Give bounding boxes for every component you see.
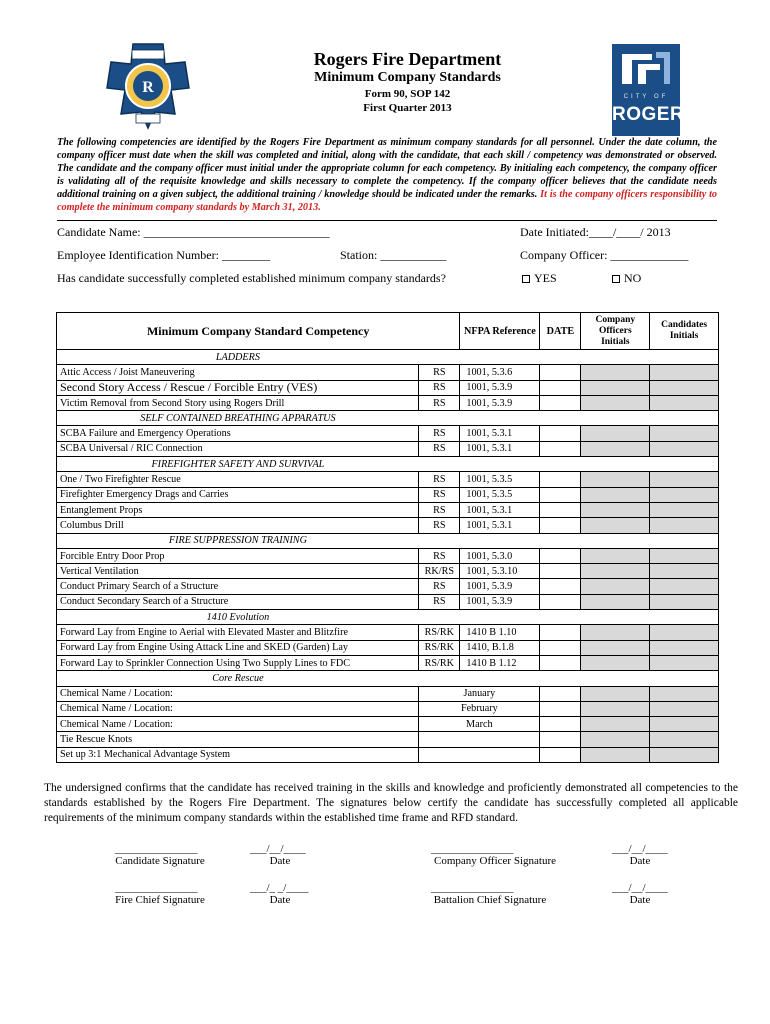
date-cell[interactable] <box>540 732 581 747</box>
section-filler <box>419 533 719 548</box>
officer-initials-cell[interactable] <box>581 594 650 609</box>
candidate-initials-cell[interactable] <box>650 395 719 410</box>
competency-name: Attic Access / Joist Maneuvering <box>57 365 419 380</box>
candidate-initials-cell[interactable] <box>650 518 719 533</box>
candidate-initials-cell[interactable] <box>650 487 719 502</box>
yes-checkbox[interactable] <box>522 271 557 286</box>
competency-name: Forward Lay from Engine Using Attack Line and SKED (Garden) Lay <box>57 640 419 655</box>
category-code: RS <box>419 487 460 502</box>
battalion-date-line[interactable]: ___/__/____ <box>612 882 668 894</box>
svg-text:R: R <box>142 79 154 96</box>
candidate-initials-cell[interactable] <box>650 655 719 670</box>
date-cell[interactable] <box>540 717 581 732</box>
competency-name: Victim Removal from Second Story using Rogers Drill <box>57 395 419 410</box>
category-code: RS <box>419 395 460 410</box>
month-cell <box>419 747 540 762</box>
competency-name: Entanglement Props <box>57 502 419 517</box>
officer-initials-cell[interactable] <box>581 395 650 410</box>
category-code: RS/RK <box>419 625 460 640</box>
section-title: SELF CONTAINED BREATHING APPARATUS <box>57 411 419 426</box>
department-title: Rogers Fire Department <box>313 49 502 69</box>
competency-name: Second Story Access / Rescue / Forcible Entry (VES) <box>57 380 419 395</box>
date-cell[interactable] <box>540 594 581 609</box>
section-title: 1410 Evolution <box>57 610 419 625</box>
section-title: Core Rescue <box>57 671 419 686</box>
category-code: RS <box>419 579 460 594</box>
nfpa-reference: 1001, 5.3.5 <box>460 487 540 502</box>
category-code: RS <box>419 441 460 456</box>
officer-initials-cell[interactable] <box>581 579 650 594</box>
competency-name: One / Two Firefighter Rescue <box>57 472 419 487</box>
section-row <box>57 610 719 625</box>
section-row <box>57 411 719 426</box>
officer-initials-cell[interactable] <box>581 701 650 716</box>
officer-initials-cell[interactable] <box>581 518 650 533</box>
date-cell[interactable] <box>540 502 581 517</box>
candidate-initials-cell[interactable] <box>650 747 719 762</box>
candidate-name-field[interactable]: Candidate Name: _______________________________ <box>57 225 330 239</box>
candidate-initials-cell[interactable] <box>650 472 719 487</box>
battalion-signature-label: Battalion Chief Signature <box>433 894 547 906</box>
form-subtitle: Minimum Company Standards <box>314 70 501 85</box>
candidate-initials-cell[interactable] <box>650 640 719 655</box>
quarter-label: First Quarter 2013 <box>363 102 452 114</box>
date-cell[interactable] <box>540 625 581 640</box>
date-initiated-field[interactable]: Date Initiated:____/____/ 2013 <box>520 225 671 239</box>
table-row <box>57 502 719 517</box>
competency-name: SCBA Failure and Emergency Operations <box>57 426 419 441</box>
category-code: RS <box>419 472 460 487</box>
header-candidate-initials: Candidates Initials <box>650 313 719 350</box>
table-row <box>57 594 719 609</box>
table-row <box>57 380 719 395</box>
nfpa-reference: 1001, 5.3.1 <box>460 502 540 517</box>
logo-city-text: CITY OF <box>623 94 669 100</box>
candidate-date-label: Date <box>269 855 291 867</box>
chief-date-line[interactable]: ___/_ _/____ <box>250 882 309 894</box>
nfpa-reference: 1001, 5.3.9 <box>460 380 540 395</box>
section-row <box>57 671 719 686</box>
date-cell[interactable] <box>540 564 581 579</box>
nfpa-reference: 1001, 5.3.0 <box>460 548 540 563</box>
table-row <box>57 518 719 533</box>
competency-name: Conduct Secondary Search of a Structure <box>57 594 419 609</box>
logo-brand-text: ROGERS <box>612 104 698 125</box>
section-row <box>57 533 719 548</box>
candidate-initials-cell[interactable] <box>650 625 719 640</box>
section-filler <box>419 457 719 472</box>
category-code: RK/RS <box>419 564 460 579</box>
yes-label: YES <box>534 271 557 285</box>
month-cell: January <box>419 686 540 701</box>
station-field[interactable]: Station: ___________ <box>340 248 447 262</box>
officer-initials-cell[interactable] <box>581 487 650 502</box>
competency-name: Chemical Name / Location: <box>57 701 419 716</box>
candidate-initials-cell[interactable] <box>650 380 719 395</box>
officer-initials-cell[interactable] <box>581 441 650 456</box>
officer-signature-label: Company Officer Signature <box>434 855 556 867</box>
date-cell[interactable] <box>540 640 581 655</box>
table-row <box>57 701 719 716</box>
candidate-initials-cell[interactable] <box>650 701 719 716</box>
section-title: FIRE SUPPRESSION TRAINING <box>57 533 419 548</box>
battalion-date-label: Date <box>629 894 651 906</box>
battalion-signature-line[interactable]: _______________ <box>431 882 514 894</box>
chief-signature-label: Fire Chief Signature <box>115 894 205 906</box>
table-row <box>57 732 719 747</box>
candidate-initials-cell[interactable] <box>650 548 719 563</box>
table-row <box>57 625 719 640</box>
section-filler <box>419 411 719 426</box>
competency-name: Forward Lay from Engine to Aerial with Elevated Master and Blitzfire <box>57 625 419 640</box>
candidate-initials-cell[interactable] <box>650 594 719 609</box>
month-cell: February <box>419 701 540 716</box>
table-row <box>57 548 719 563</box>
officer-initials-cell[interactable] <box>581 655 650 670</box>
category-code: RS/RK <box>419 655 460 670</box>
competency-name: Tie Rescue Knots <box>57 732 419 747</box>
table-row <box>57 686 719 701</box>
candidate-signature-label: Candidate Signature <box>115 855 205 867</box>
city-of-rogers-logo <box>612 44 698 136</box>
category-code: RS/RK <box>419 640 460 655</box>
candidate-initials-cell[interactable] <box>650 579 719 594</box>
table-row <box>57 441 719 456</box>
nfpa-reference: 1001, 5.3.10 <box>460 564 540 579</box>
officer-initials-cell[interactable] <box>581 472 650 487</box>
officer-initials-cell[interactable] <box>581 717 650 732</box>
nfpa-reference: 1001, 5.3.9 <box>460 579 540 594</box>
competency-name: Columbus Drill <box>57 518 419 533</box>
officer-initials-cell[interactable] <box>581 548 650 563</box>
date-cell[interactable] <box>540 441 581 456</box>
officer-initials-cell[interactable] <box>581 732 650 747</box>
nfpa-reference: 1001, 5.3.1 <box>460 426 540 441</box>
category-code: RS <box>419 380 460 395</box>
company-officer-field[interactable]: Company Officer: _____________ <box>520 248 689 262</box>
no-label: NO <box>624 271 642 285</box>
nfpa-reference: 1001, 5.3.6 <box>460 365 540 380</box>
header-competency: Minimum Company Standard Competency <box>57 313 460 350</box>
competency-name: SCBA Universal / RIC Connection <box>57 441 419 456</box>
header-officer-initials: Company Officers Initials <box>581 313 650 350</box>
employee-id-field[interactable]: Employee Identification Number: ________ <box>57 248 270 262</box>
date-cell[interactable] <box>540 472 581 487</box>
chief-date-label: Date <box>269 894 291 906</box>
section-filler <box>419 671 719 686</box>
officer-initials-cell[interactable] <box>581 365 650 380</box>
officer-date-label: Date <box>629 855 651 867</box>
date-cell[interactable] <box>540 365 581 380</box>
candidate-initials-cell[interactable] <box>650 564 719 579</box>
officer-initials-cell[interactable] <box>581 747 650 762</box>
candidate-initials-cell[interactable] <box>650 365 719 380</box>
intro-deadline: It is the company officers responsibility to complete the minimum company standards by March 31, 2013. <box>57 189 718 214</box>
officer-initials-cell[interactable] <box>581 625 650 640</box>
officer-initials-cell[interactable] <box>581 380 650 395</box>
section-row <box>57 457 719 472</box>
competency-name: Chemical Name / Location: <box>57 717 419 732</box>
section-filler <box>419 350 719 365</box>
date-cell[interactable] <box>540 655 581 670</box>
table-row <box>57 655 719 670</box>
checkbox-icon <box>612 275 620 283</box>
competency-name: Conduct Primary Search of a Structure <box>57 579 419 594</box>
candidate-initials-cell[interactable] <box>650 686 719 701</box>
chief-signature-line[interactable]: _______________ <box>115 882 198 894</box>
competency-name: Firefighter Emergency Drags and Carries <box>57 487 419 502</box>
month-cell: March <box>419 717 540 732</box>
competency-name: Chemical Name / Location: <box>57 686 419 701</box>
nfpa-reference: 1001, 5.3.1 <box>460 518 540 533</box>
officer-date-line[interactable]: ___/__/____ <box>612 843 668 855</box>
nfpa-reference: 1001, 5.3.9 <box>460 395 540 410</box>
candidate-initials-cell[interactable] <box>650 717 719 732</box>
category-code: RS <box>419 426 460 441</box>
candidate-initials-cell[interactable] <box>650 426 719 441</box>
officer-initials-cell[interactable] <box>581 502 650 517</box>
category-code: RS <box>419 365 460 380</box>
officer-initials-cell[interactable] <box>581 640 650 655</box>
section-filler <box>419 610 719 625</box>
table-row <box>57 487 719 502</box>
date-cell[interactable] <box>540 548 581 563</box>
header-date: DATE <box>540 313 581 350</box>
competency-name: Set up 3:1 Mechanical Advantage System <box>57 747 419 762</box>
category-code: RS <box>419 548 460 563</box>
form-number: Form 90, SOP 142 <box>364 88 451 100</box>
table-header-row <box>57 313 719 350</box>
date-cell[interactable] <box>540 426 581 441</box>
candidate-date-line[interactable]: ___/__/____ <box>250 843 306 855</box>
table-row <box>57 365 719 380</box>
section-title: LADDERS <box>57 350 419 365</box>
competency-name: Forward Lay to Sprinkler Connection Using Two Supply Lines to FDC <box>57 655 419 670</box>
date-cell[interactable] <box>540 747 581 762</box>
candidate-signature-line[interactable]: _______________ <box>115 843 198 855</box>
month-cell <box>419 732 540 747</box>
competency-name: Forcible Entry Door Prop <box>57 548 419 563</box>
category-code: RS <box>419 502 460 517</box>
divider <box>57 220 717 221</box>
candidate-initials-cell[interactable] <box>650 441 719 456</box>
completed-question: Has candidate successfully completed established minimum company standards? <box>57 271 446 285</box>
nfpa-reference: 1001, 5.3.5 <box>460 472 540 487</box>
table-row <box>57 564 719 579</box>
date-cell[interactable] <box>540 518 581 533</box>
intro-paragraph <box>57 136 717 215</box>
checkbox-icon <box>522 275 530 283</box>
table-row <box>57 426 719 441</box>
nfpa-reference: 1410, B.1.8 <box>460 640 540 655</box>
category-code: RS <box>419 518 460 533</box>
nfpa-reference: 1410 B 1.10 <box>460 625 540 640</box>
competency-name: Vertical Ventilation <box>57 564 419 579</box>
date-cell[interactable] <box>540 395 581 410</box>
table-row <box>57 717 719 732</box>
header-nfpa: NFPA Reference <box>460 313 540 350</box>
date-cell[interactable] <box>540 686 581 701</box>
date-cell[interactable] <box>540 487 581 502</box>
date-cell[interactable] <box>540 701 581 716</box>
fire-department-badge-icon <box>103 42 193 130</box>
table-row <box>57 579 719 594</box>
section-title: FIREFIGHTER SAFETY AND SURVIVAL <box>57 457 419 472</box>
officer-signature-line[interactable]: _______________ <box>431 843 514 855</box>
nfpa-reference: 1410 B 1.12 <box>460 655 540 670</box>
officer-initials-cell[interactable] <box>581 564 650 579</box>
officer-initials-cell[interactable] <box>581 426 650 441</box>
candidate-initials-cell[interactable] <box>650 502 719 517</box>
intro-text: The following competencies are identified by the Rogers Fire Department as minimum company standards for all personnel. Under the date column, the company officer must date when the skill was completed and initial, along with the candidate, that each skill / competency was demonstrated or observed. The candidate and the company officer must initial under the appropriate column for each competency. By initialing each competency, the company officer is validating all of the requisite knowledge and skills necessary to complete the competency. If the company officer believes that the candidate needs additional training on a given subject, the additional training / knowledge should be indicated under the remarks. <box>57 137 717 201</box>
table-row <box>57 747 719 762</box>
table-row <box>57 395 719 410</box>
officer-initials-cell[interactable] <box>581 686 650 701</box>
confirmation-paragraph: The undersigned confirms that the candidate has received training in the skills and knowledge and proficiently demonstrated all competencies to the standards established by the Rogers Fire Department. The signatures below certify the candidate has successfully completed all applicable requirements of the minimum company standards within the established time frame and RFD standard. <box>44 782 738 824</box>
section-row <box>57 350 719 365</box>
nfpa-reference: 1001, 5.3.1 <box>460 441 540 456</box>
date-cell[interactable] <box>540 380 581 395</box>
no-checkbox[interactable] <box>612 271 641 286</box>
table-row <box>57 472 719 487</box>
competency-table <box>56 312 719 763</box>
candidate-initials-cell[interactable] <box>650 732 719 747</box>
date-cell[interactable] <box>540 579 581 594</box>
table-row <box>57 640 719 655</box>
category-code: RS <box>419 594 460 609</box>
nfpa-reference: 1001, 5.3.9 <box>460 594 540 609</box>
